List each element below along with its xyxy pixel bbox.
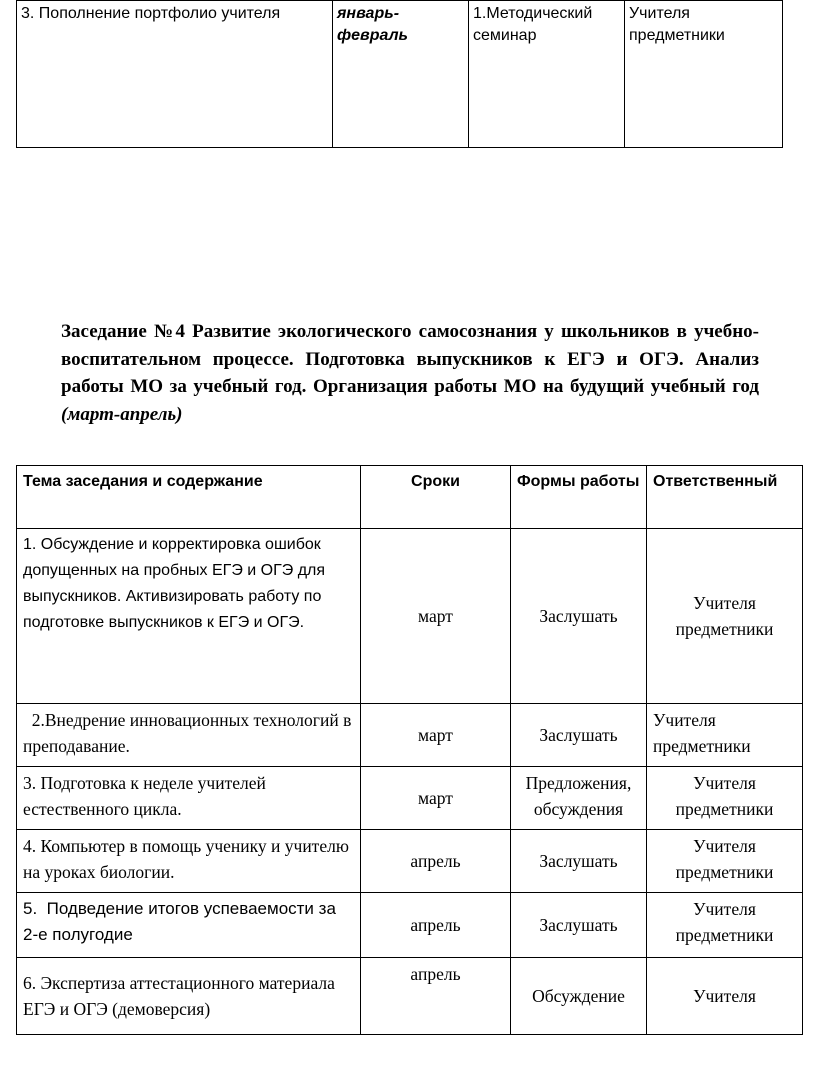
period-cell: апрель	[361, 893, 511, 958]
header-responsible: Ответственный	[647, 466, 803, 529]
form-cell: Заслушать	[511, 704, 647, 767]
topic-cell: 2.Внедрение инновационных технологий в преподавание.	[17, 704, 361, 767]
table-row	[17, 830, 803, 893]
form-cell: Заслушать	[511, 893, 647, 958]
form-cell: Заслушать	[511, 529, 647, 704]
header-period: Сроки	[361, 466, 511, 529]
meeting-plan-table	[16, 465, 803, 1035]
period-cell: январь- февраль	[333, 1, 469, 148]
responsible-cell: Учителя предметники	[647, 529, 803, 704]
responsible-cell: Учителя предметники	[625, 1, 783, 148]
topic-cell: 4. Компьютер в помощь ученику и учителю на уроках биологии.	[17, 830, 361, 893]
form-cell: Обсуждение	[511, 958, 647, 1035]
period-cell: апрель	[361, 958, 511, 1035]
table-row	[17, 893, 803, 958]
responsible-cell: Учителя предметники	[647, 893, 803, 958]
topic-cell: 3. Подготовка к неделе учителей естественного цикла.	[17, 767, 361, 830]
table-header-row	[17, 466, 803, 529]
topic-cell: 6. Экспертиза аттестационного материала ЕГЭ и ОГЭ (демоверсия)	[17, 958, 361, 1035]
responsible-cell: Учителя предметники	[647, 704, 803, 767]
period-cell: март	[361, 704, 511, 767]
period-cell: апрель	[361, 830, 511, 893]
responsible-cell: Учителя предметники	[647, 767, 803, 830]
table-row	[17, 1, 783, 148]
period-cell: март	[361, 529, 511, 704]
meeting-heading	[61, 318, 759, 428]
responsible-cell: Учителя предметники	[647, 830, 803, 893]
topic-cell: 1. Обсуждение и корректировка ошибок допущенных на пробных ЕГЭ и ОГЭ для выпускников. Активизировать работу по подготовке выпускников к ЕГЭ и ОГЭ.	[17, 529, 361, 704]
header-form: Формы работы	[511, 466, 647, 529]
responsible-cell: Учителя	[647, 958, 803, 1035]
table-row	[17, 704, 803, 767]
meeting-dates: (март-апрель)	[61, 403, 183, 425]
table-row	[17, 767, 803, 830]
meeting-title: Заседание №4 Развитие экологического самосознания у школьников в учебно-воспитательном процессе. Подготовка выпускников к ЕГЭ и ОГЭ. Анализ работы МО за учебный год. Организация работы МО на будущий учебный год	[61, 321, 759, 397]
plan-table-continuation	[16, 0, 783, 148]
table-row	[17, 529, 803, 704]
topic-cell: 5. Подведение итогов успеваемости за 2-е полугодие	[17, 893, 361, 958]
topic-cell: 3. Пополнение портфолио учителя	[17, 1, 333, 148]
form-cell: Предложения, обсуждения	[511, 767, 647, 830]
header-topic: Тема заседания и содержание	[17, 466, 361, 529]
table-row	[17, 958, 803, 1035]
form-cell: 1.Методический семинар	[469, 1, 625, 148]
form-cell: Заслушать	[511, 830, 647, 893]
period-cell: март	[361, 767, 511, 830]
